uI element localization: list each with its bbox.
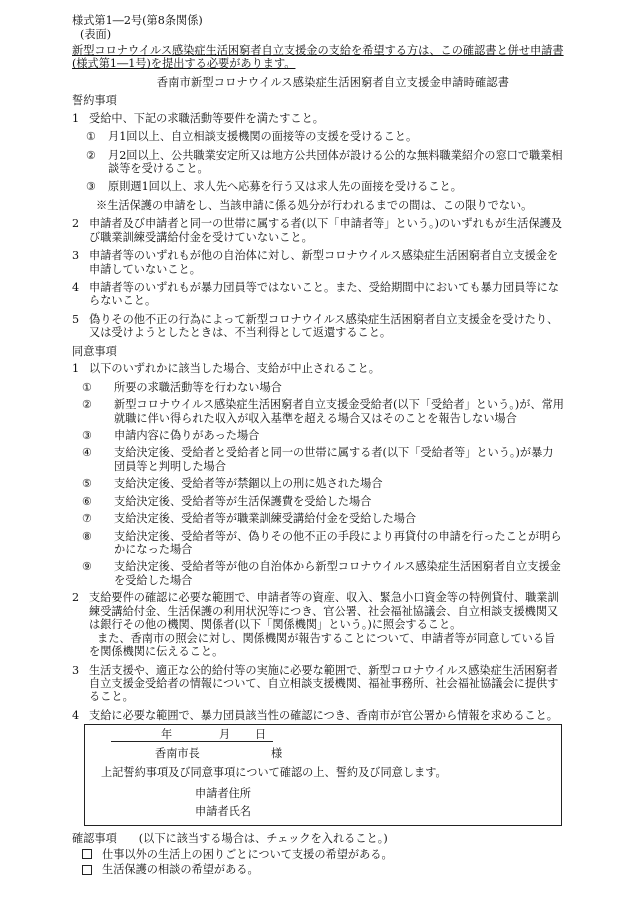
consent-heading: 同意事項 bbox=[72, 344, 117, 358]
check-label: 生活保護の相談の希望がある。 bbox=[102, 863, 259, 877]
item-number: 4 bbox=[72, 281, 80, 294]
sub-text: 支給決定後、受給者等が生活保護費を受給した場合 bbox=[114, 494, 372, 508]
pledge-item-5 bbox=[72, 313, 564, 340]
year-label: 年 bbox=[161, 728, 173, 742]
item-number: 3 bbox=[72, 663, 80, 677]
month-label: 月 bbox=[219, 728, 231, 742]
sub-mark: ⑨ bbox=[82, 560, 93, 574]
notice-line-1: 新型コロナウイルス感染症生活困窮者自立支援金の支給を希望する方は、この確認書と併せ申請書 bbox=[72, 43, 564, 57]
consent-sub-2 bbox=[72, 398, 564, 425]
sub-text: 月1回以上、自立相談支援機関の面接等の支援を受けること。 bbox=[108, 130, 418, 144]
pledge-note: ※生活保護の申請をし、当該申請に係る処分が行われるまでの間は、この限りでない。 bbox=[96, 198, 533, 212]
pledge-heading: 誓約事項 bbox=[72, 94, 117, 108]
addressee: 香南市長 bbox=[155, 747, 200, 761]
notice-line-2: (様式第1―1号)を提出する必要があります。 bbox=[72, 57, 296, 71]
form-number: 様式第1―2号(第8条関係) bbox=[72, 14, 203, 27]
sub-mark: ③ bbox=[86, 180, 97, 194]
consent-sub-7 bbox=[72, 512, 564, 525]
sub-mark: ⑤ bbox=[82, 477, 93, 491]
confirmation-form bbox=[72, 14, 564, 877]
sub-mark: ② bbox=[82, 398, 93, 412]
sub-text: 支給決定後、受給者と受給者と同一の世帯に属する者(以下「受給者等」という。)が暴力団員等と判明した場合 bbox=[114, 446, 554, 473]
item-text: 支給要件の確認に必要な範囲で、申請者等の資産、収入、緊急小口資金等の特例貸付、職業訓練受講給付金、生活保護の利用状況等につき、官公署、社会福祉協議会、自立相談支援機関又は銀行その他の機関、関係者(以下「関係機関」という。)に照会すること。 bbox=[89, 591, 559, 632]
check-item-1[interactable] bbox=[72, 848, 564, 861]
consent-sub-9 bbox=[72, 560, 564, 587]
item-number: 1 bbox=[72, 362, 80, 376]
consent-item-2-continuation: また、香南市の照会に対し、関係機関が報告することについて、申請者等が同意している旨を関係機関に伝えること。 bbox=[89, 631, 556, 659]
consent-item-1 bbox=[72, 362, 564, 375]
form-side: (表面) bbox=[80, 28, 112, 42]
confirm-header bbox=[72, 832, 564, 845]
sub-mark: ⑦ bbox=[82, 512, 93, 526]
sub-text: 支給決定後、受給者等が禁錮以上の刑に処された場合 bbox=[114, 477, 383, 491]
notice bbox=[72, 44, 564, 71]
honorific: 様 bbox=[271, 747, 283, 761]
confirm-section bbox=[72, 832, 564, 876]
item-text: 申請者等のいずれもが暴力団員等ではないこと。また、受給期間中においても暴力団員等にならないこと。 bbox=[89, 281, 559, 308]
pledge-sub-1 bbox=[72, 130, 564, 143]
sub-text: 月2回以上、公共職業安定所又は地方公共団体が設ける公的な無料職業紹介の窓口で職業相談等を受けること。 bbox=[108, 148, 563, 175]
item-text: 以下のいずれかに該当した場合、支給が中止されること。 bbox=[89, 362, 380, 376]
item-number: 4 bbox=[72, 708, 80, 722]
sub-mark: ② bbox=[86, 148, 97, 162]
applicant-name-label: 申請者氏名 bbox=[195, 805, 251, 819]
item-text: 偽りその他不正の行為によって新型コロナウイルス感染症生活困窮者自立支援金を受けたり、又は受けようとしたときは、不当利得として返還すること。 bbox=[89, 312, 559, 340]
sub-text: 支給決定後、受給者等が職業訓練受講給付金を受給した場合 bbox=[114, 512, 417, 526]
date-line[interactable] bbox=[111, 728, 273, 742]
consent-item-2 bbox=[72, 591, 564, 631]
consent-sub-5 bbox=[72, 477, 564, 490]
consent-sub-6 bbox=[72, 495, 564, 508]
check-label: 仕事以外の生活上の困りごとについて支援の希望がある。 bbox=[102, 847, 393, 861]
sub-text: 新型コロナウイルス感染症生活困窮者自立支援金受給者(以下「受給者」という。)が、常用就職に伴い得られた収入が収入基準を超える場合又はそのことを報告しない場合 bbox=[114, 398, 564, 425]
consent-item-3 bbox=[72, 664, 564, 704]
page-title: 香南市新型コロナウイルス感染症生活困窮者自立支援金申請時確認書 bbox=[156, 75, 510, 89]
item-number: 2 bbox=[72, 591, 80, 605]
checkbox[interactable] bbox=[82, 865, 92, 875]
checkbox[interactable] bbox=[82, 849, 92, 859]
sub-mark: ④ bbox=[82, 446, 93, 460]
item-number: 2 bbox=[72, 217, 80, 231]
sub-text: 支給決定後、受給者等が他の自治体から新型コロナウイルス感染症生活困窮者自立支援金を受給した場合 bbox=[114, 560, 561, 587]
pledge-sub-2 bbox=[72, 149, 564, 176]
check-item-2[interactable] bbox=[72, 863, 564, 876]
item-text: 申請者及び申請者と同一の世帯に属する者(以下「申請者等」という。)のいずれもが生活保護及び職業訓練受講給付金を受けていないこと。 bbox=[89, 217, 563, 244]
sub-mark: ③ bbox=[82, 428, 93, 442]
confirm-instruction: (以下に該当する場合は、チェックを入れること。) bbox=[138, 832, 388, 846]
item-text: 受給中、下記の求職活動等要件を満たすこと。 bbox=[89, 111, 324, 125]
item-number: 5 bbox=[72, 312, 80, 326]
pledge-item-2 bbox=[72, 217, 564, 244]
pledge-item-4 bbox=[72, 281, 564, 308]
consent-sub-1 bbox=[72, 381, 564, 394]
sub-text: 原則週1回以上、求人先へ応募を行う又は求人先の面接を受けること。 bbox=[108, 180, 462, 194]
sub-text: 所要の求職活動等を行わない場合 bbox=[114, 380, 282, 394]
sub-mark: ⑧ bbox=[82, 529, 93, 543]
consent-sub-8 bbox=[72, 530, 564, 557]
item-text: 生活支援や、適正な公的給付等の実施に必要な範囲で、新型コロナウイルス感染症生活困窮者自立支援金受給者の情報について、自立相談支援機関、福祉事務所、社会福祉協議会に提供すること。 bbox=[89, 663, 559, 704]
item-text: 支給に必要な範囲で、暴力団員該当性の確認につき、香南市が官公署から情報を求めること。 bbox=[89, 708, 558, 722]
applicant-address-label: 申請者住所 bbox=[195, 787, 251, 801]
item-text: 申請者等のいずれもが他の自治体に対し、新型コロナウイルス感染症生活困窮者自立支援金を申請していないこと。 bbox=[89, 249, 559, 276]
pledge-item-1 bbox=[72, 112, 564, 125]
day-label: 日 bbox=[255, 728, 267, 742]
item-number: 3 bbox=[72, 249, 80, 263]
sub-text: 申請内容に偽りがあった場合 bbox=[114, 428, 260, 442]
signature-box bbox=[84, 724, 562, 826]
pledge-item-3 bbox=[72, 249, 564, 276]
sub-mark: ① bbox=[86, 130, 97, 144]
consent-sub-4 bbox=[72, 446, 564, 473]
confirm-heading: 確認事項 bbox=[72, 832, 117, 846]
sub-mark: ⑥ bbox=[82, 494, 93, 508]
agreement-statement: 上記誓約事項及び同意事項について確認の上、誓約及び同意します。 bbox=[101, 766, 447, 780]
pledge-sub-3 bbox=[72, 180, 564, 193]
consent-sub-3 bbox=[72, 429, 564, 442]
sub-text: 支給決定後、受給者等が、偽りその他不正の手段により再貸付の申請を行ったことが明らかになった場合 bbox=[114, 529, 562, 556]
item-number: 1 bbox=[72, 111, 80, 125]
consent-item-4 bbox=[72, 709, 564, 722]
sub-mark: ① bbox=[82, 380, 93, 394]
